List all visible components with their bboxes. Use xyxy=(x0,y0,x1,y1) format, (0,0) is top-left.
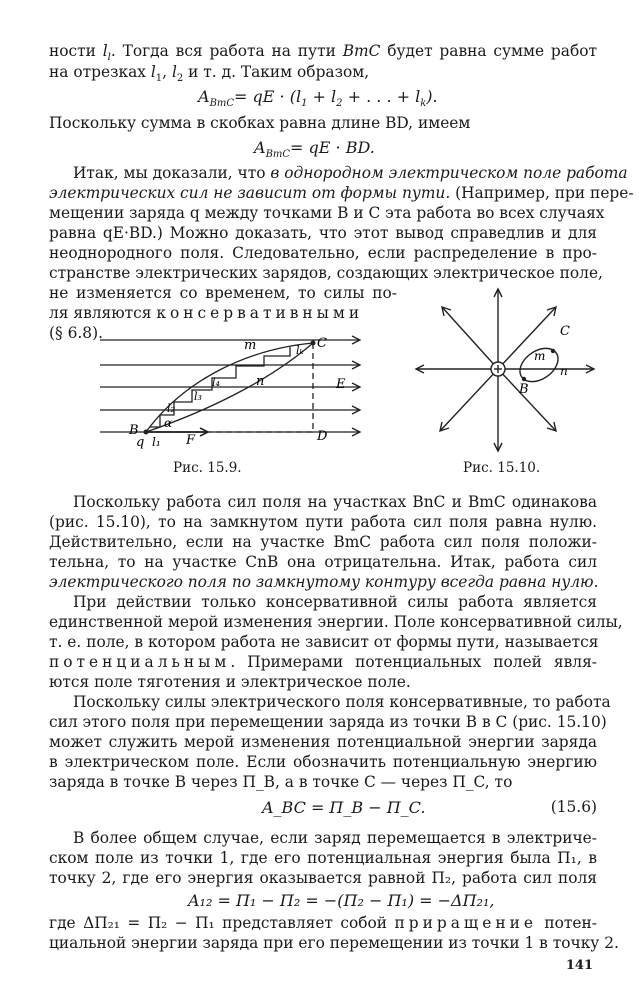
label-alpha: α xyxy=(164,416,173,430)
label-m: m xyxy=(534,349,546,363)
equation-work-bd: $A_{BmC}=$ qE · BD. xyxy=(254,138,375,161)
label-d: D xyxy=(317,429,328,444)
point-b xyxy=(522,377,526,381)
text-line: не изменяется со временем, то силы по- xyxy=(49,284,397,302)
point-b xyxy=(144,430,149,435)
label-e: E xyxy=(336,377,346,392)
label-lk: lₖ xyxy=(296,344,304,357)
text-line: (рис. 15.10), то на замкнутом пути работа сил поля равна нулю. xyxy=(49,513,597,531)
text-line: в электрическом поле. Если обозначить потенциальную энергию xyxy=(49,753,597,771)
label-l2: l₂ xyxy=(167,402,175,415)
label-n: n xyxy=(256,374,265,389)
label-f: F xyxy=(186,433,196,448)
field-ray xyxy=(498,369,556,431)
text-line: Поскольку работа сил поля на участках BnC и BmC одинакова xyxy=(73,493,597,511)
figure-caption-15-10: Рис. 15.10. xyxy=(463,460,541,476)
text-line: Поскольку сумма в скобках равна длине BD, имеем xyxy=(49,114,471,132)
text-line: тельна, то на участке CnB она отрицательна. Итак, работа сил xyxy=(49,553,597,571)
figure-15-10 xyxy=(414,285,598,455)
text-line: Поскольку силы электрического поля консервативные, то работа xyxy=(73,693,611,711)
text-line: точку 2, где его энергия оказывается равной Π₂, работа сил поля xyxy=(49,869,597,887)
label-b: B xyxy=(129,423,139,438)
text-line: может служить мерой изменения потенциальной энергии заряда xyxy=(49,733,597,751)
label-b: B xyxy=(519,382,529,397)
field-ray xyxy=(440,369,498,431)
text-line: где ΔΠ₂₁ = Π₂ − Π₁ представляет собой приращение потен- xyxy=(49,914,598,932)
equation-number: (15.6) xyxy=(550,798,597,816)
text-line: электрических сил не зависит от формы пути. (Например, при пере- xyxy=(49,184,634,202)
label-n: n xyxy=(560,364,568,378)
text-line: равна qE·BD.) Можно доказать, что этот вывод справедлив и для xyxy=(49,224,597,242)
label-m: m xyxy=(244,338,257,353)
field-ray xyxy=(498,307,556,369)
field-ray xyxy=(442,307,498,369)
page-number: 141 xyxy=(565,958,593,973)
text-line: мещении заряда q между точками B и C эта работа во всех случаях xyxy=(49,204,605,222)
text-line: сил этого поля при перемещении заряда из точки B в C (рис. 15.10) xyxy=(49,713,607,731)
text-line: заряда в точке B через Π_B, а в точке C — через Π_C, то xyxy=(49,773,513,791)
text-line: Итак, мы доказали, что в однородном электрическом поле работа xyxy=(73,164,628,182)
label-l1: l₁ xyxy=(152,435,161,449)
text-line: При действии только консервативной силы работа является xyxy=(73,593,597,611)
equation-15-6: A_BC = Π_B − Π_C. xyxy=(262,798,426,817)
label-c: C xyxy=(317,336,327,351)
text-line: (§ 6.8). xyxy=(49,324,103,342)
text-line: циальной энергии заряда при его перемещении из точки 1 в точку 2. xyxy=(49,934,619,952)
text-line: ля являются консервативными xyxy=(49,304,364,322)
text-line: электрического поля по замкнутому контуру всегда равна нулю. xyxy=(49,573,599,591)
equation-work-sum: $A_{BmC}=$ qE · ($l_1 + l_2$ + . . . + $l_k$). xyxy=(198,87,438,110)
point-c xyxy=(551,349,555,353)
text-line: неоднородного поля. Следовательно, если распределение в про- xyxy=(49,244,597,262)
label-l3: l₃ xyxy=(194,390,202,403)
text-line: ются поле тяготения и электрическое поле. xyxy=(49,673,411,691)
text-line: потенциальным. Примерами потенциальных полей явля- xyxy=(49,653,597,671)
label-l4: l₄ xyxy=(212,376,220,389)
text-line: ности $l_l$. Тогда вся работа на пути BmC будет равна сумме работ xyxy=(49,42,597,64)
text-line: В более общем случае, если заряд перемещается в электриче- xyxy=(73,829,597,847)
text-line: единственной мерой изменения энергии. Поле консервативной силы, xyxy=(49,613,623,631)
label-c: C xyxy=(560,324,570,339)
equation-work-12: A₁₂ = Π₁ − Π₂ = −(Π₂ − Π₁) = −ΔΠ₂₁, xyxy=(188,891,495,910)
text-line: т. е. поле, в котором работа не зависит от формы пути, называется xyxy=(49,633,599,651)
figure-15-9 xyxy=(100,330,362,452)
text-line: ском поле из точки 1, где его потенциальная энергия была Π₁, в xyxy=(49,849,597,867)
text-line: на отрезках $l_1$, $l_2$ и т. д. Таким образом, xyxy=(49,63,370,85)
label-q: q xyxy=(136,435,145,450)
figure-caption-15-9: Рис. 15.9. xyxy=(173,460,242,476)
text-line: Действительно, если на участке BmC работа сил поля положи- xyxy=(49,533,597,551)
point-c xyxy=(311,341,316,346)
text-line: странстве электрических зарядов, создающих электрическое поле, xyxy=(49,264,603,282)
